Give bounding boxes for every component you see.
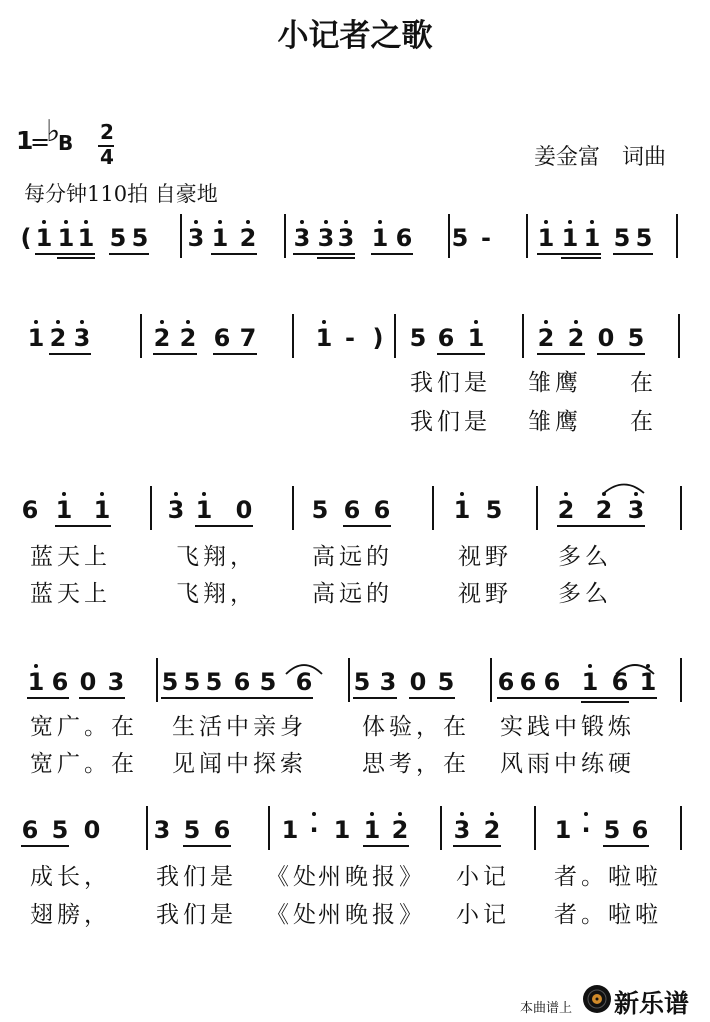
lyric-syllables: 高远的 bbox=[312, 581, 393, 607]
lyric-syllables: 翅膀， bbox=[30, 902, 111, 928]
note-digit: 6 bbox=[295, 668, 313, 696]
note-digit: 1 bbox=[281, 816, 299, 844]
rhythm-underline bbox=[213, 353, 257, 355]
lyric-syllables: 在 bbox=[630, 370, 657, 396]
note-digit: 5 bbox=[485, 496, 503, 524]
key-signature-do: 1 bbox=[16, 126, 34, 155]
octave-dot-high bbox=[56, 320, 60, 324]
lyric-syllables: 宽广。在 bbox=[30, 751, 138, 777]
note-digit: 6 bbox=[373, 496, 391, 524]
note-digit: 1 bbox=[27, 668, 45, 696]
note-digit: 3 bbox=[293, 224, 311, 252]
lyric-syllables: 我们是 bbox=[410, 370, 491, 396]
note-digit: 5 bbox=[205, 668, 223, 696]
note-digit: 1 bbox=[333, 816, 351, 844]
note-digit: 6 bbox=[497, 668, 515, 696]
note-digit: 5 bbox=[603, 816, 621, 844]
lyric-syllables: 我们是 bbox=[156, 902, 237, 928]
octave-dot-high bbox=[322, 320, 326, 324]
slur-arc bbox=[604, 485, 644, 494]
key-signature-equals: = bbox=[30, 128, 51, 156]
octave-dot-high bbox=[186, 320, 190, 324]
note-digit: 1 bbox=[371, 224, 389, 252]
lyric-syllables: 生活中亲身 bbox=[172, 714, 307, 740]
octave-dot-high bbox=[460, 812, 464, 816]
rhythm-underline bbox=[27, 697, 69, 699]
note-digit: 6 bbox=[543, 668, 561, 696]
rhythm-underline bbox=[57, 257, 95, 259]
time-signature-top: 2 bbox=[100, 120, 114, 144]
note-digit: 6 bbox=[51, 668, 69, 696]
note-digit: 5 bbox=[437, 668, 455, 696]
note-digit: 6 bbox=[213, 816, 231, 844]
octave-dot-high bbox=[218, 220, 222, 224]
bar-line bbox=[440, 806, 442, 850]
octave-dot-high bbox=[588, 664, 592, 668]
note-digit: 0 bbox=[83, 816, 101, 844]
note-digit: 1 bbox=[583, 224, 601, 252]
note-digit: 2 bbox=[153, 324, 171, 352]
bar-line bbox=[680, 486, 682, 530]
bar-line bbox=[678, 314, 680, 358]
note-digit: 2 bbox=[483, 816, 501, 844]
octave-dot-high bbox=[64, 220, 68, 224]
lyric-syllables: 我们是 bbox=[156, 864, 237, 890]
note-digit: 3 bbox=[379, 668, 397, 696]
note-digit: 3 bbox=[337, 224, 355, 252]
note-digit: 0 bbox=[79, 668, 97, 696]
lyric-syllables: 蓝天上 bbox=[30, 544, 111, 570]
key-signature-note: B bbox=[58, 131, 74, 155]
note-digit: 1 bbox=[363, 816, 381, 844]
note-digit: 2 bbox=[49, 324, 67, 352]
lyric-syllables: 飞翔， bbox=[176, 581, 257, 607]
octave-dot-high bbox=[634, 492, 638, 496]
note-digit: 6 bbox=[21, 496, 39, 524]
augmentation-dot: · bbox=[309, 816, 319, 844]
note-digit: 5 bbox=[311, 496, 329, 524]
lyric-syllables: 《处 bbox=[266, 864, 320, 890]
note-digit: 3 bbox=[187, 224, 205, 252]
rhythm-underline bbox=[55, 525, 111, 527]
note-digit: 6 bbox=[611, 668, 629, 696]
octave-dot-high bbox=[602, 492, 606, 496]
lyric-syllables: 实践中锻炼 bbox=[500, 714, 635, 740]
bar-line bbox=[676, 214, 678, 258]
footer-brand: 新乐谱 bbox=[614, 989, 690, 1018]
note-digit: 0 bbox=[235, 496, 253, 524]
note-digit: 6 bbox=[631, 816, 649, 844]
note-digit: 2 bbox=[391, 816, 409, 844]
lyric-syllables: 视野 bbox=[458, 544, 512, 570]
rhythm-underline bbox=[453, 845, 501, 847]
note-digit: 5 bbox=[183, 668, 201, 696]
note-digit: 0 bbox=[597, 324, 615, 352]
note-digit: 5 bbox=[627, 324, 645, 352]
bar-line bbox=[348, 658, 350, 702]
octave-dot-high bbox=[490, 812, 494, 816]
bar-line bbox=[394, 314, 396, 358]
octave-dot-high bbox=[590, 220, 594, 224]
note-digit: 5 bbox=[409, 324, 427, 352]
bar-line bbox=[536, 486, 538, 530]
note-digit: 1 bbox=[467, 324, 485, 352]
lyric-syllables: 我们是 bbox=[410, 409, 491, 435]
octave-dot-high bbox=[584, 812, 588, 816]
note-digit: 6 bbox=[343, 496, 361, 524]
note-digit: 5 bbox=[109, 224, 127, 252]
bar-line bbox=[292, 314, 294, 358]
composer-credit: 姜金富 词曲 bbox=[534, 145, 667, 170]
lyric-syllables: 成长， bbox=[30, 864, 111, 890]
rhythm-underline bbox=[79, 697, 125, 699]
rhythm-underline bbox=[613, 253, 653, 255]
bar-line bbox=[292, 486, 294, 530]
bracket: ) bbox=[372, 324, 384, 352]
lyric-syllables: 者。啦啦 bbox=[554, 902, 662, 928]
rhythm-underline bbox=[343, 525, 391, 527]
note-digit: 2 bbox=[595, 496, 613, 524]
note-digit: 5 bbox=[183, 816, 201, 844]
note-digit: 6 bbox=[437, 324, 455, 352]
footer-caption: 本曲谱上 bbox=[520, 1001, 573, 1016]
octave-dot-high bbox=[312, 812, 316, 816]
octave-dot-high bbox=[42, 220, 46, 224]
note-digit: 0 bbox=[409, 668, 427, 696]
bar-line bbox=[522, 314, 524, 358]
rhythm-underline bbox=[497, 697, 657, 699]
note-digit: 6 bbox=[395, 224, 413, 252]
bar-line bbox=[448, 214, 450, 258]
note-digit: 5 bbox=[131, 224, 149, 252]
flat-icon: ♭ bbox=[46, 114, 61, 149]
octave-dot-high bbox=[100, 492, 104, 496]
rhythm-underline bbox=[317, 257, 355, 259]
note-digit: 1 bbox=[315, 324, 333, 352]
rhythm-underline bbox=[293, 253, 355, 255]
rhythm-underline bbox=[211, 253, 257, 255]
rhythm-underline bbox=[153, 353, 197, 355]
bar-line bbox=[140, 314, 142, 358]
octave-dot-high bbox=[646, 664, 650, 668]
lyric-syllables: 者。啦啦 bbox=[554, 864, 662, 890]
note-digit: 5 bbox=[51, 816, 69, 844]
note-digit: 7 bbox=[239, 324, 257, 352]
lyric-syllables: 思考，在 bbox=[362, 751, 470, 777]
octave-dot-high bbox=[460, 492, 464, 496]
note-digit: 1 bbox=[581, 668, 599, 696]
note-digit: 1 bbox=[35, 224, 53, 252]
lyric-syllables: 小记 bbox=[456, 864, 510, 890]
note-digit: 6 bbox=[213, 324, 231, 352]
note-digit: 1 bbox=[453, 496, 471, 524]
note-digit: 3 bbox=[453, 816, 471, 844]
bracket: ( bbox=[20, 224, 32, 252]
rhythm-underline bbox=[537, 253, 601, 255]
bar-line bbox=[526, 214, 528, 258]
octave-dot-high bbox=[370, 812, 374, 816]
rhythm-underline bbox=[595, 525, 645, 527]
bar-line bbox=[156, 658, 158, 702]
lyric-syllables: 雏鹰 bbox=[528, 370, 582, 396]
lyric-syllables: 在 bbox=[630, 409, 657, 435]
lyric-syllables: 州晚报》 bbox=[318, 902, 426, 928]
octave-dot-high bbox=[564, 492, 568, 496]
note-digit: 3 bbox=[153, 816, 171, 844]
lyric-syllables: 高远的 bbox=[312, 544, 393, 570]
bar-line bbox=[432, 486, 434, 530]
note-digit: 1 bbox=[211, 224, 229, 252]
note-digit: 2 bbox=[557, 496, 575, 524]
hold-dash: - bbox=[345, 324, 355, 352]
bar-line bbox=[680, 806, 682, 850]
octave-dot-high bbox=[378, 220, 382, 224]
lyric-syllables: 视野 bbox=[458, 581, 512, 607]
note-digit: 1 bbox=[561, 224, 579, 252]
lyric-syllables: 蓝天上 bbox=[30, 581, 111, 607]
tempo-marking: 每分钟110拍 自豪地 bbox=[24, 182, 218, 206]
lyric-syllables: 风雨中练硬 bbox=[500, 751, 635, 777]
lyric-syllables: 雏鹰 bbox=[528, 409, 582, 435]
augmentation-dot: · bbox=[581, 816, 591, 844]
hold-dash: - bbox=[481, 224, 491, 252]
lyric-syllables: 多么 bbox=[558, 581, 612, 607]
octave-dot-high bbox=[300, 220, 304, 224]
rhythm-underline bbox=[21, 845, 69, 847]
note-digit: 2 bbox=[567, 324, 585, 352]
note-digit: 5 bbox=[613, 224, 631, 252]
note-digit: 2 bbox=[239, 224, 257, 252]
rhythm-underline bbox=[603, 845, 649, 847]
note-digit: 3 bbox=[107, 668, 125, 696]
lyric-syllables: 州晚报》 bbox=[318, 864, 426, 890]
note-digit: 2 bbox=[179, 324, 197, 352]
note-digit: 1 bbox=[195, 496, 213, 524]
lyric-syllables: 多么 bbox=[558, 544, 612, 570]
rhythm-underline bbox=[161, 697, 313, 699]
note-digit: 2 bbox=[537, 324, 555, 352]
rhythm-underline bbox=[537, 353, 585, 355]
rhythm-underline bbox=[353, 697, 397, 699]
bar-line bbox=[534, 806, 536, 850]
rhythm-underline bbox=[581, 701, 629, 703]
lyric-syllables: 飞翔， bbox=[176, 544, 257, 570]
octave-dot-high bbox=[160, 320, 164, 324]
octave-dot-high bbox=[62, 492, 66, 496]
note-digit: 3 bbox=[627, 496, 645, 524]
octave-dot-high bbox=[246, 220, 250, 224]
octave-dot-high bbox=[80, 320, 84, 324]
song-title: 小记者之歌 bbox=[277, 18, 433, 54]
note-digit: 1 bbox=[27, 324, 45, 352]
rhythm-underline bbox=[409, 697, 455, 699]
note-digit: 6 bbox=[519, 668, 537, 696]
note-digit: 5 bbox=[635, 224, 653, 252]
rhythm-underline bbox=[49, 353, 91, 355]
note-digit: 3 bbox=[73, 324, 91, 352]
octave-dot-high bbox=[324, 220, 328, 224]
lyric-syllables: 《处 bbox=[266, 902, 320, 928]
note-digit: 5 bbox=[259, 668, 277, 696]
note-digit: 1 bbox=[639, 668, 657, 696]
octave-dot-high bbox=[544, 320, 548, 324]
note-digit: 1 bbox=[77, 224, 95, 252]
rhythm-underline bbox=[363, 845, 409, 847]
note-digit: 3 bbox=[167, 496, 185, 524]
lyric-syllables: 见闻中探索 bbox=[172, 751, 307, 777]
rhythm-underline bbox=[195, 525, 253, 527]
lyric-syllables: 小记 bbox=[456, 902, 510, 928]
note-digit: 1 bbox=[93, 496, 111, 524]
lyric-syllables: 体验，在 bbox=[362, 714, 470, 740]
time-signature-bottom: 4 bbox=[100, 145, 114, 169]
rhythm-underline bbox=[109, 253, 149, 255]
bar-line bbox=[490, 658, 492, 702]
octave-dot-high bbox=[174, 492, 178, 496]
octave-dot-high bbox=[544, 220, 548, 224]
note-digit: 6 bbox=[233, 668, 251, 696]
octave-dot-high bbox=[34, 320, 38, 324]
bar-line bbox=[150, 486, 152, 530]
lyric-syllables: 宽广。在 bbox=[30, 714, 138, 740]
rhythm-underline bbox=[597, 353, 645, 355]
octave-dot-high bbox=[84, 220, 88, 224]
bar-line bbox=[180, 214, 182, 258]
bar-line bbox=[146, 806, 148, 850]
note-digit: 5 bbox=[161, 668, 179, 696]
rhythm-underline bbox=[35, 253, 95, 255]
bar-line bbox=[284, 214, 286, 258]
octave-dot-high bbox=[34, 664, 38, 668]
bar-line bbox=[680, 658, 682, 702]
octave-dot-high bbox=[344, 220, 348, 224]
note-digit: 1 bbox=[537, 224, 555, 252]
octave-dot-high bbox=[202, 492, 206, 496]
octave-dot-high bbox=[474, 320, 478, 324]
octave-dot-high bbox=[574, 320, 578, 324]
octave-dot-high bbox=[398, 812, 402, 816]
note-digit: 1 bbox=[554, 816, 572, 844]
vinyl-record-icon bbox=[582, 984, 612, 1014]
note-digit: 3 bbox=[317, 224, 335, 252]
rhythm-underline bbox=[437, 353, 485, 355]
note-digit: 1 bbox=[57, 224, 75, 252]
note-digit: 1 bbox=[55, 496, 73, 524]
octave-dot-high bbox=[568, 220, 572, 224]
octave-dot-high bbox=[194, 220, 198, 224]
rhythm-underline bbox=[183, 845, 231, 847]
note-digit: 5 bbox=[451, 224, 469, 252]
bar-line bbox=[268, 806, 270, 850]
rhythm-underline bbox=[561, 257, 601, 259]
note-digit: 5 bbox=[353, 668, 371, 696]
note-digit: 6 bbox=[21, 816, 39, 844]
rhythm-underline bbox=[371, 253, 413, 255]
